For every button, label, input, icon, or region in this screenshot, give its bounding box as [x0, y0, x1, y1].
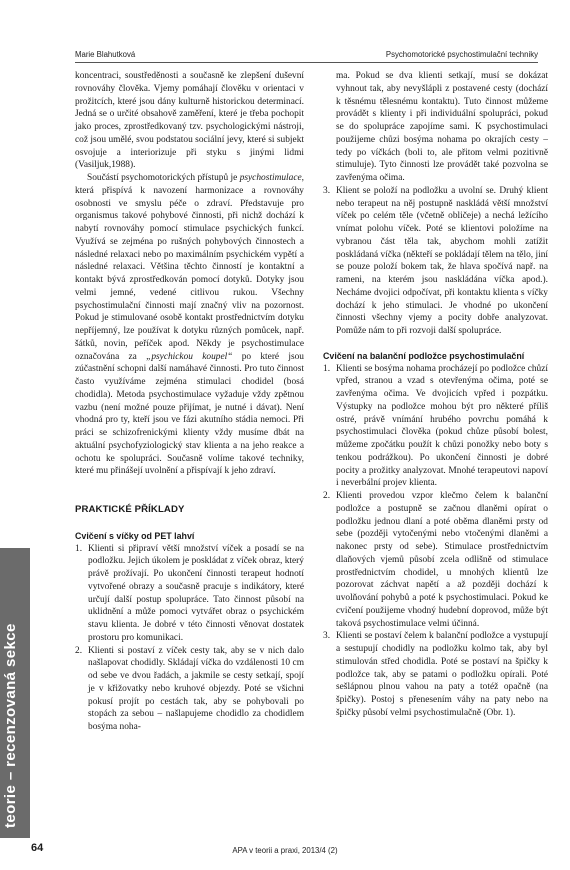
list-number: 3.: [323, 185, 331, 196]
list-number: 3.: [323, 631, 331, 642]
list-item: [75, 543, 304, 645]
continued-item-text: ma. Pokud se dva klienti setkají, musí se dokázat vyhnout tak, aby nevyšlápli z postavené cesty (dochází k těsnému tělesnému kontaktu). Tuto činnost můžeme provádět s klienty i při individuální spolupráci, pokud se do spolupráce zapojíme sami. K psychostimulaci použijeme chůzi bosýma nohama po okrajích cesty – tedy po víčkách (boli to, ale přitom velmi pozitivně stimuluje). Tyto činnosti lze provádět také pozvolna se zavřenýma očima.: [336, 71, 548, 183]
header-rule: [75, 62, 538, 63]
page-number: 64: [31, 842, 44, 854]
section-heading: PRAKTICKÉ PŘÍKLADY: [75, 504, 185, 515]
text-run: , která přispívá k navození harmonizace a rovnováhy osobnosti ve smyslu péče o zdraví. Představuje pro organismus takové pohybové činnosti, při nichž dochází k nabytí rovnováhy pomocí stimulace psychických funkcí. Využívá se zejména po rušných pohybových činnostech a následné relaxaci nebo po maximálním psychickém vypětí a následné relaxaci. Většina těchto činností je kontaktní a kontakt bývá zprostředkován pomocí dotyků. Dotyky jsou velmi jemné, vedené citlivou rukou. Všechny psychostimulační činnosti mají značný vliv na pozornost. Pokud je stimulované osobě kontakt prostřednictvím dotyku nepříjemný, lze používat k dotyku různých pomůcek, např. šátků, novin, peříček apod. Někdy je psychostimulace označována za: [75, 173, 304, 362]
running-title: Psychomotorické psychostimulační techniky: [385, 50, 538, 59]
right-column: [323, 70, 548, 720]
list-item: [75, 645, 304, 734]
list-text: Klienti si postaví z víček cesty tak, aby se v nich dalo našlapovat chodidly. Skládají víčka do vzdálenosti 10 cm od sebe ve dvou řadách, a jakmile se cesty setkají, spojí je v křižovatky nebo kruhové objezdy. Poté se všichni pokusí projít po cestách tak, aby se pohybovali po stopách za sebou – našlapujeme chodidlo za chodidlem bosýma noha-: [88, 645, 304, 732]
text-run: po které jsou zúčastnění schopni další namáhavé činnosti. Pro tuto činnost často využíváme zejména stimulaci chodidel (bosá chodidla). Metoda psychostimulace vyžaduje vždy zpětnou vazbu (není možné pouze přijímat, je nutné i dávat). Není vhodná pro ty, kteří jsou ve fázi akutního stádia nemoci. Při práci se schizofrenickými klienty vždy musíme dbát na aktuální psychofyziologický stav klienta a na jeho reakce a ochotu ke spolupráci. Současně volíme takové techniky, které mu přinášejí uvolnění a přispívají k jeho zdraví.: [75, 351, 304, 477]
subsection-heading: Cvičení s víčky od PET lahví: [75, 530, 195, 541]
footer-citation: APA v teorii a praxi, 2013/4 (2): [232, 846, 338, 855]
text-run: Součástí psychomotorických přístupů je: [87, 173, 240, 183]
running-author: Marie Blahutková: [75, 50, 136, 59]
subsection-heading: Cvičení na balanční podložce psychostimulační: [323, 350, 525, 361]
list-text: Klienti si připraví větší množství víček a posadí se na podložku. Jejich úkolem je poskládat z víček obraz, který právě prožívají. Po ukončení činnosti terapeut hodnotí vytvořené obrazy a současně pracuje s indikátory, které určují další postup spolupráce. Tato činnost působí na uklidnění a může pomoci vytvářet obraz o psychickém stavu klienta. Je dobré v této činnosti věnovat dostatek prostoru pro komunikaci.: [88, 543, 304, 643]
list-number: 2.: [75, 645, 83, 656]
list-item: [323, 363, 548, 491]
numbered-list: [75, 543, 304, 734]
numbered-list: [323, 185, 548, 338]
paragraph: koncentraci, soustředěnosti a současně ke zlepšení duševní rovnováhy člověka. Vjemy pomáhají člověku v orientaci v prožitcích, které jsou dány kulturně historickou determinací. Jedná se o určité obsahově zaměření, které je třeba pochopit jako proces, zprostředkovaný tzv. psychologickými nástroji, což jsou umělé, svou podstatou sociální jevy, které si subjekt osvojuje a interiorizuje při styku s jinými lidmi (Vasiljuk,1988).: [75, 71, 304, 171]
list-item: [323, 490, 548, 630]
italic-term: psychostimulace: [239, 173, 302, 183]
list-text: Klienti se postaví čelem k balanční podložce a vystupují a sestupují chodidly na podložku kolmo tak, aby byl stimulován střed chodidla. Poté se postaví na špičky k podložce tak, aby se patami o podložku opírali. Poté sešlápnou plnou vahou na paty a totéž opačně (na špičky). Postoj s přenesením váhy na paty nebo na špičky působí velmi psychostimulačně (Obr. 1).: [336, 631, 548, 718]
list-item: [323, 630, 548, 719]
section-side-label: teorie – recenzovaná sekce: [2, 623, 19, 828]
list-number: 1.: [75, 543, 83, 554]
list-text: Klient se položí na podložku a uvolní se. Druhý klient nebo terapeut na něj postupně naskládá větší množství víček po celém těle (včetně obličeje) a nechá ležícího vnímat polohu víček. Poté se klientovi položíme na vybranou část těla tak, abychom mohli zatížit poskládaná víčka (někteří se pokládají tělem na tělo, jiní se pouze položí bokem tak, že hlava spočívá např. na rameni, na kterém jsou naskládána víčka apod.). Necháme dvojici odpočívat, při kontaktu klienta s víčky dochází k jeho stimulaci. Je vhodné po ukončení činnosti všechny vjemy a pocity dobře analyzovat. Pomůže nám to při rozvoji další spolupráce.: [336, 185, 548, 336]
paragraph: [75, 172, 304, 478]
list-number: 2.: [323, 491, 331, 501]
list-text: Klienti se bosýma nohama procházejí po podložce chůzí vpřed, stranou a vzad s otevřenýma očima, poté se zavřenýma očima. Ve dvojicích vpřed i pozpátku. Výstupky na podložce mohou být pro některé příliš ostré, právě vnímání hrubého povrchu pomáhá k psychostimulaci člověka (pokud chůze působí bolest, můžeme zpočátku použít k chůzi ponožky nebo boty s tenkou podrážkou). Po ukončení činnosti je dobré pocity a prožitky analyzovat. Mnohé terapeutovi napoví i neverbální projev klienta.: [336, 363, 548, 489]
italic-term: „psychickou koupel“: [146, 351, 233, 362]
list-text: Klienti provedou vzpor klečmo čelem k balanční podložce a postupně se začnou dlaněmi opírat o podložku jednou dlaní a poté oběma dlaněmi prsty od sebe (později vytočenými nebo vtočenými dlaněmi a nakonec prsty od sebe). Stimulace prostřednictvím dlaňových vjemů působí zcela odlišně od stimulace prostřednictvím chodidel, u mnohých klientů lze pozorovat záchvat napětí a až později dochází k uvolňování pohybů a poté k psychostimulaci. Pokud ke cvičení použijeme vhodný hudební doprovod, může být taková psychostimulace velmi účinná.: [336, 491, 548, 629]
left-column: [75, 70, 304, 734]
list-item: [323, 185, 548, 338]
list-number: 1.: [323, 363, 331, 374]
numbered-list: [323, 363, 548, 720]
